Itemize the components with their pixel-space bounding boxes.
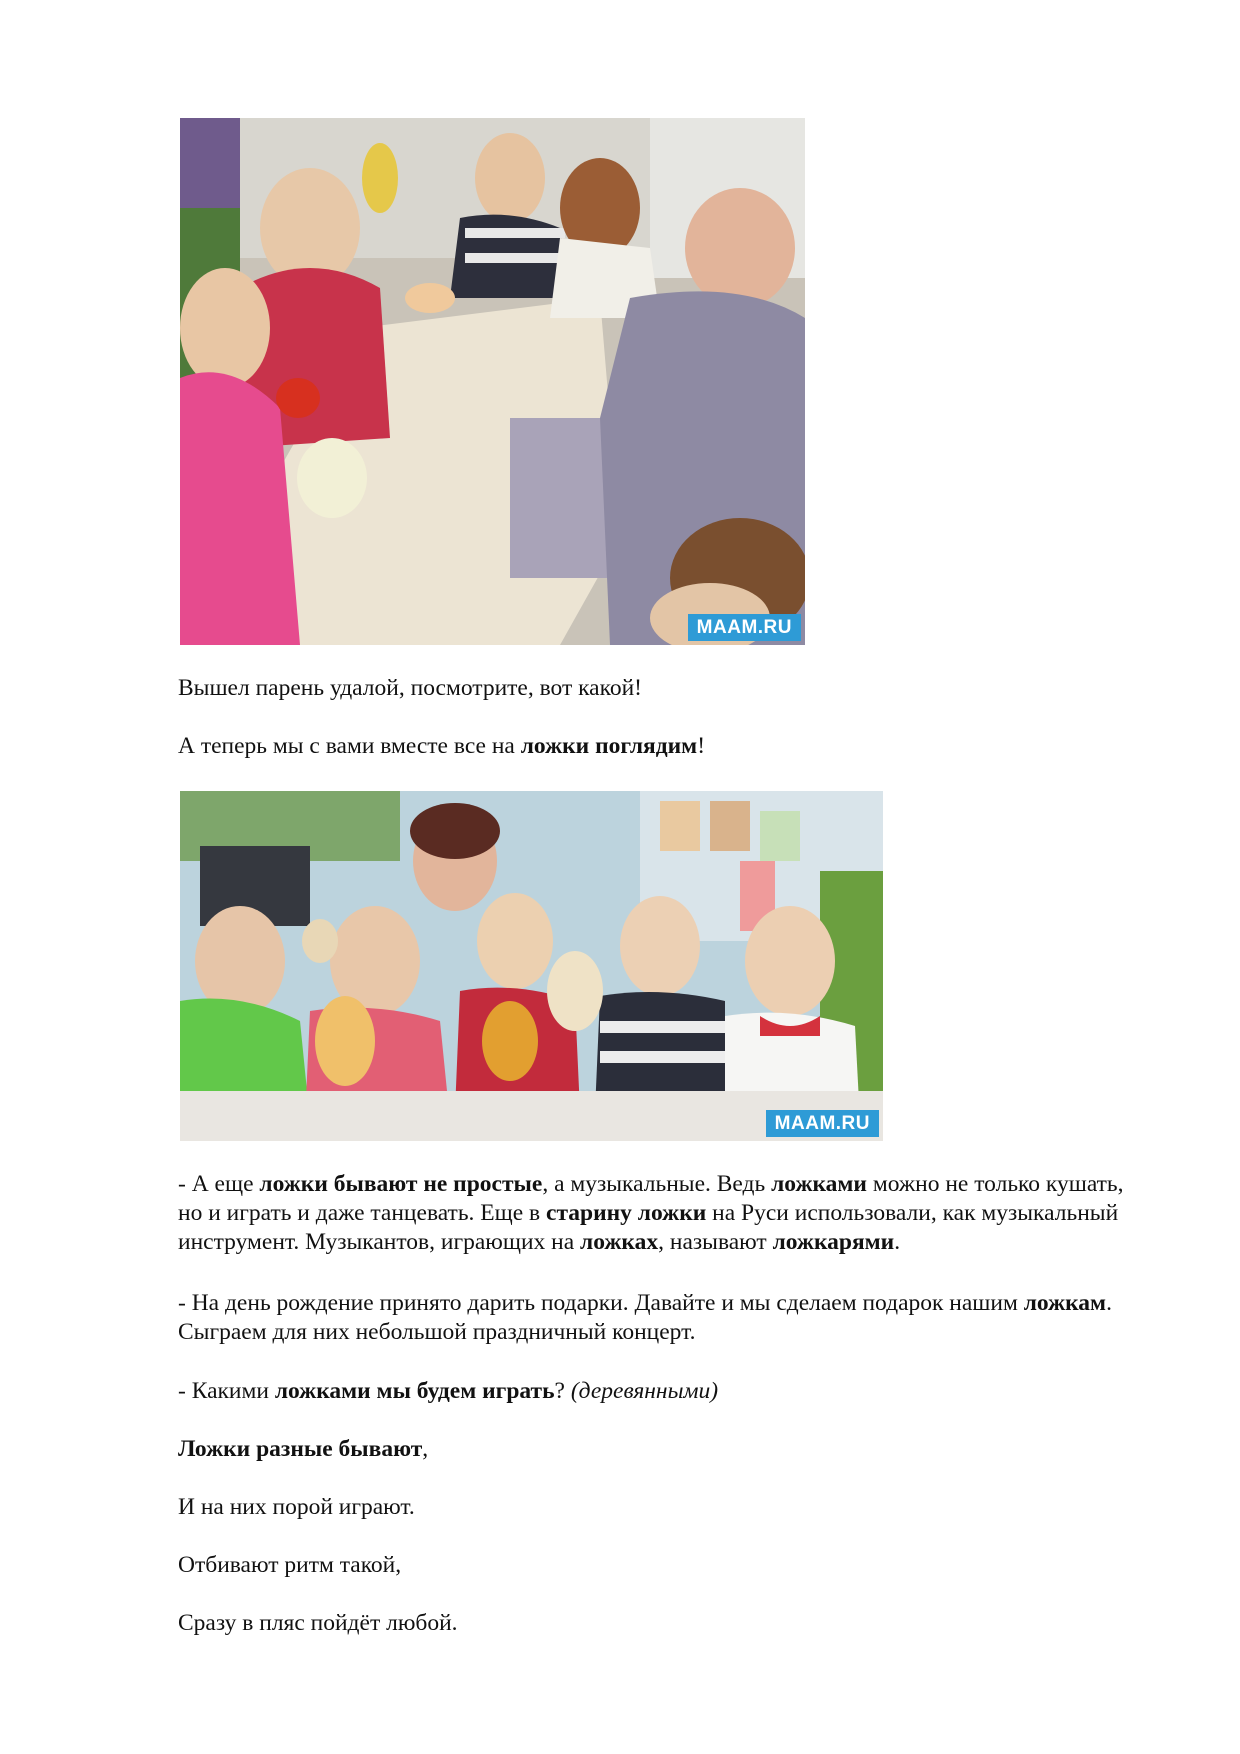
text: Вышел парень удалой, посмотрите, вот какой! [178, 675, 642, 701]
text: Сразу в пляс пойдёт любой. [178, 1610, 458, 1636]
text: - На день рождение принято дарить подарки. Давайте и мы сделаем подарок нашим [178, 1290, 1024, 1316]
poem-line [178, 1609, 1138, 1638]
text: ! [697, 733, 706, 759]
bold-text: ложкарями [772, 1229, 895, 1255]
text: , а музыкальные. Ведь [542, 1171, 772, 1197]
text: . Сыграем для них небольшой праздничный концерт. [178, 1290, 1112, 1345]
text: можно не только кушать, но и играть и даже танцевать. Еще в [178, 1171, 1124, 1226]
photo-2-illustration [180, 791, 883, 1141]
paragraph [178, 1170, 1138, 1257]
text: Отбивают ритм такой, [178, 1552, 402, 1578]
text: на Руси использовали, как музыкальный инструмент. Музыкантов, играющих на [178, 1200, 1119, 1255]
text: ? [554, 1378, 571, 1404]
watermark: MAAM.RU [766, 1110, 879, 1137]
poem-line [178, 1551, 1138, 1580]
poem-line [178, 1435, 1138, 1464]
bold-text: ложками мы будем играть [274, 1378, 555, 1404]
text: - Какими [178, 1378, 275, 1404]
text: , называют [658, 1229, 773, 1255]
text: , [422, 1436, 429, 1462]
paragraph [178, 732, 1138, 761]
photo-1-illustration [180, 118, 805, 645]
paragraph [178, 674, 1138, 703]
text: - А еще [178, 1171, 260, 1197]
text: . [894, 1229, 901, 1255]
paragraph [178, 1289, 1138, 1347]
paragraph [178, 1377, 1138, 1406]
italic-text: (деревянными) [570, 1378, 719, 1404]
bold-text: ложкам [1023, 1290, 1107, 1316]
bold-text: ложками [771, 1171, 867, 1197]
bold-text: ложки поглядим [520, 733, 698, 759]
bold-text: ложках [580, 1229, 659, 1255]
poem-line [178, 1493, 1138, 1522]
bold-text: старину ложки [546, 1200, 707, 1226]
text: И на них порой играют. [178, 1494, 415, 1520]
bold-text: Ложки разные бывают [178, 1436, 423, 1462]
text: А теперь мы с вами вместе все на [178, 733, 521, 759]
photo-children-at-table [180, 118, 805, 645]
bold-text: ложки бывают не простые [259, 1171, 543, 1197]
photo-children-with-spoon-dolls [180, 791, 883, 1141]
watermark: MAAM.RU [688, 614, 801, 641]
